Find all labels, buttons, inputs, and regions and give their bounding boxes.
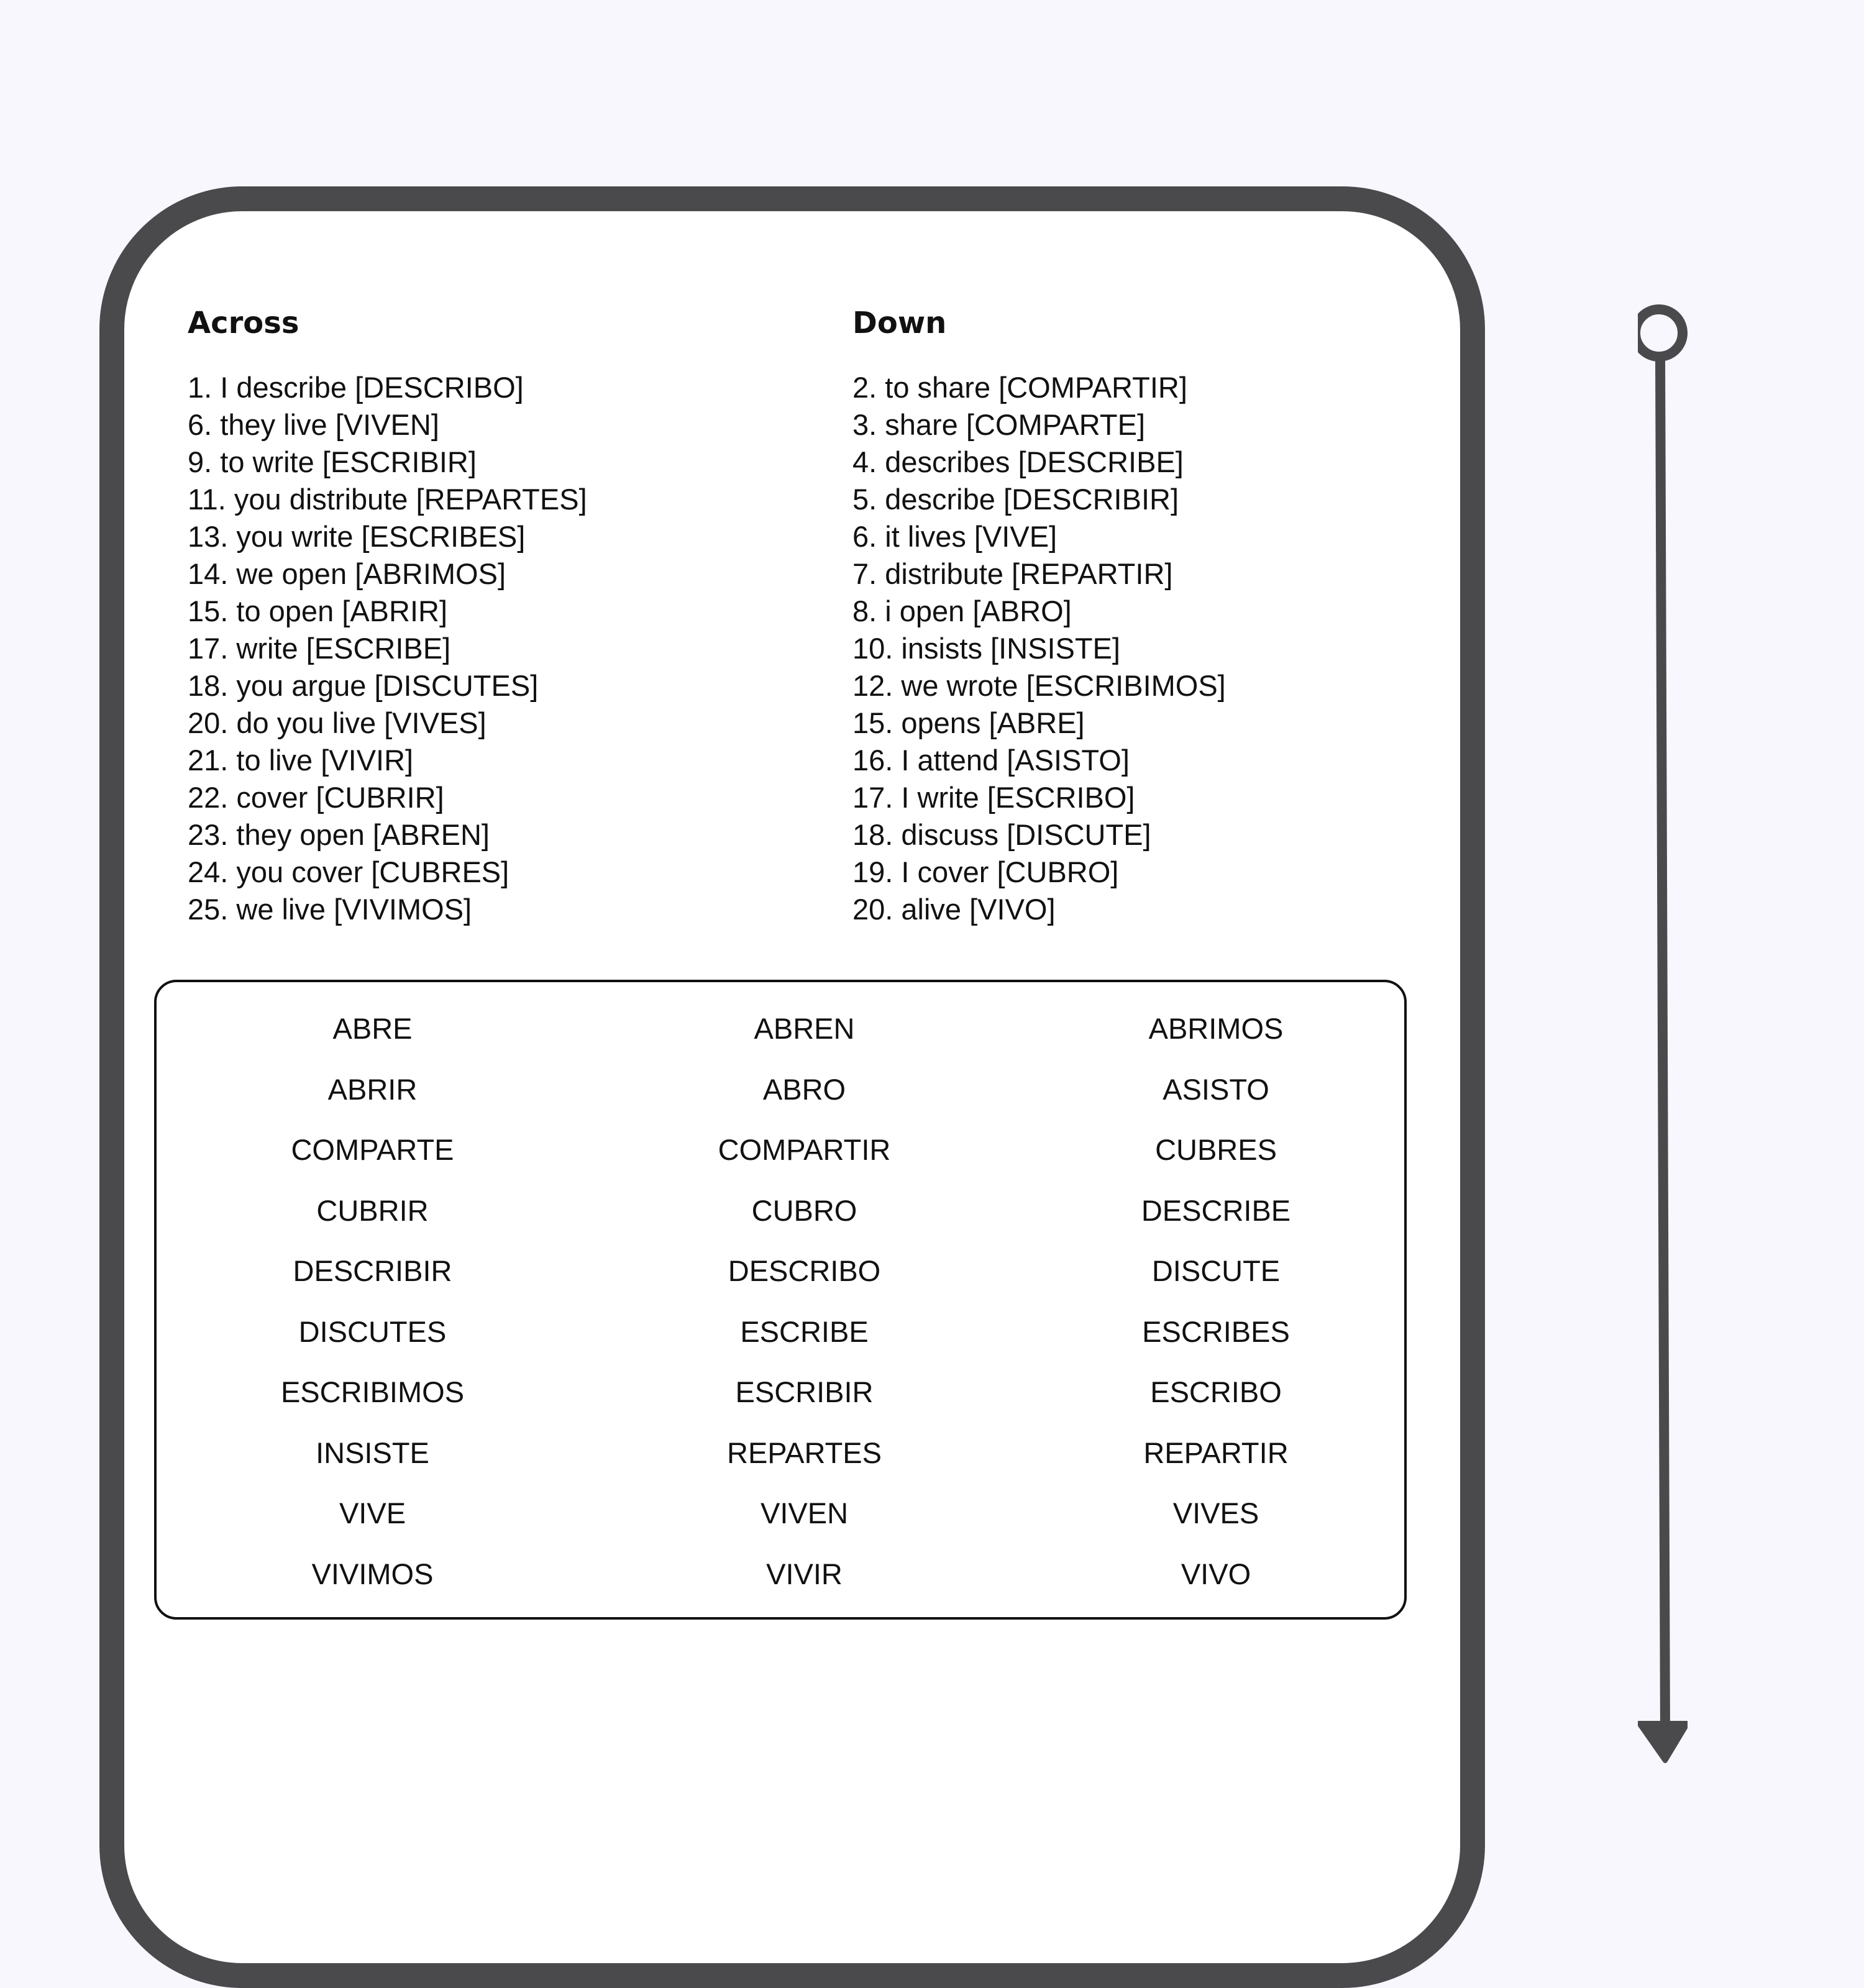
across-clue-list <box>188 369 587 928</box>
word-bank-word: VIVES <box>1172 1497 1259 1530</box>
clues-section <box>124 211 1460 988</box>
word-bank-grid <box>157 1001 1404 1607</box>
word-bank-word: CUBRES <box>1155 1133 1277 1166</box>
down-clue: 15. opens [ABRE] <box>852 706 1085 739</box>
word-bank-word: ESCRIBIR <box>735 1375 874 1408</box>
down-clue: 16. I attend [ASISTO] <box>852 744 1130 777</box>
word-bank-word: DISCUTE <box>1151 1254 1281 1287</box>
word-bank-word: INSISTE <box>316 1436 429 1469</box>
scroll-start-icon <box>1638 309 1683 357</box>
across-clue: 25. we live [VIVIMOS] <box>188 893 472 926</box>
word-bank-word: REPARTES <box>727 1436 882 1469</box>
down-clue: 12. we wrote [ESCRIBIMOS] <box>852 669 1226 702</box>
word-bank-word: COMPARTE <box>291 1133 454 1166</box>
down-clue: 18. discuss [DISCUTE] <box>852 818 1151 851</box>
down-clue: 8. i open [ABRO] <box>852 595 1072 627</box>
down-clue: 17. I write [ESCRIBO] <box>852 781 1135 814</box>
down-clue: 20. alive [VIVO] <box>852 893 1056 926</box>
word-bank-word: DESCRIBIR <box>293 1254 452 1287</box>
across-clue: 9. to write [ESCRIBIR] <box>188 445 477 478</box>
down-column <box>852 304 1226 928</box>
word-bank-word: VIVIR <box>766 1557 843 1590</box>
across-clue: 24. you cover [CUBRES] <box>188 855 509 888</box>
across-clue: 23. they open [ABREN] <box>188 818 490 851</box>
word-bank-word: ABRIMOS <box>1148 1012 1284 1045</box>
across-clue: 22. cover [CUBRIR] <box>188 781 444 814</box>
word-bank-word: COMPARTIR <box>718 1133 891 1166</box>
word-bank-word: CUBRIR <box>316 1193 429 1227</box>
across-clue: 14. we open [ABRIMOS] <box>188 557 506 590</box>
across-clue: 15. to open [ABRIR] <box>188 595 448 627</box>
down-clue-list <box>852 369 1226 928</box>
down-clue: 10. insists [INSISTE] <box>852 632 1120 665</box>
across-clue: 11. you distribute [REPARTES] <box>188 483 587 516</box>
scroll-indicator[interactable] <box>1638 301 1688 1773</box>
down-clue: 7. distribute [REPARTIR] <box>852 557 1173 590</box>
across-clue: 17. write [ESCRIBE] <box>188 632 451 665</box>
down-clue: 6. it lives [VIVE] <box>852 520 1058 553</box>
scroll-track <box>1660 357 1665 1736</box>
word-bank-word: DISCUTES <box>298 1315 447 1348</box>
across-clue: 18. you argue [DISCUTES] <box>188 669 539 702</box>
word-bank-word: ABREN <box>754 1012 855 1045</box>
word-bank-word: VIVIMOS <box>311 1557 434 1590</box>
down-clue: 19. I cover [CUBRO] <box>852 855 1119 888</box>
across-clue: 1. I describe [DESCRIBO] <box>188 371 524 404</box>
across-clue: 21. to live [VIVIR] <box>188 744 414 777</box>
word-bank-word: ASISTO <box>1163 1072 1269 1106</box>
word-bank-word: VIVO <box>1181 1557 1251 1590</box>
word-bank-word: CUBRO <box>751 1193 857 1227</box>
word-bank-word: ESCRIBIMOS <box>280 1375 465 1408</box>
word-bank <box>154 980 1407 1620</box>
device-frame <box>99 186 1485 1988</box>
word-bank-word: REPARTIR <box>1143 1436 1289 1469</box>
across-clue: 20. do you live [VIVES] <box>188 706 487 739</box>
word-bank-word: ABRO <box>762 1072 846 1106</box>
down-clue: 4. describes [DESCRIBE] <box>852 445 1184 478</box>
word-bank-word: ABRIR <box>327 1072 418 1106</box>
down-clue: 2. to share [COMPARTIR] <box>852 371 1187 404</box>
word-bank-word: VIVE <box>339 1497 406 1530</box>
word-bank-word: ESCRIBES <box>1142 1315 1290 1348</box>
word-bank-word: ESCRIBO <box>1150 1375 1282 1408</box>
word-bank-word: VIVEN <box>760 1497 849 1530</box>
word-bank-word: ESCRIBE <box>740 1315 869 1348</box>
word-bank-word: ABRE <box>332 1012 413 1045</box>
down-clue: 5. describe [DESCRIBIR] <box>852 483 1179 516</box>
word-bank-word: DESCRIBE <box>1141 1193 1291 1227</box>
across-column <box>188 304 587 928</box>
word-bank-word: DESCRIBO <box>728 1254 881 1287</box>
across-clue: 6. they live [VIVEN] <box>188 408 439 441</box>
down-clue: 3. share [COMPARTE] <box>852 408 1146 441</box>
across-clue: 13. you write [ESCRIBES] <box>188 520 526 553</box>
down-heading: Down <box>852 306 947 340</box>
arrow-down-icon <box>1639 1723 1688 1761</box>
across-heading: Across <box>188 306 299 340</box>
